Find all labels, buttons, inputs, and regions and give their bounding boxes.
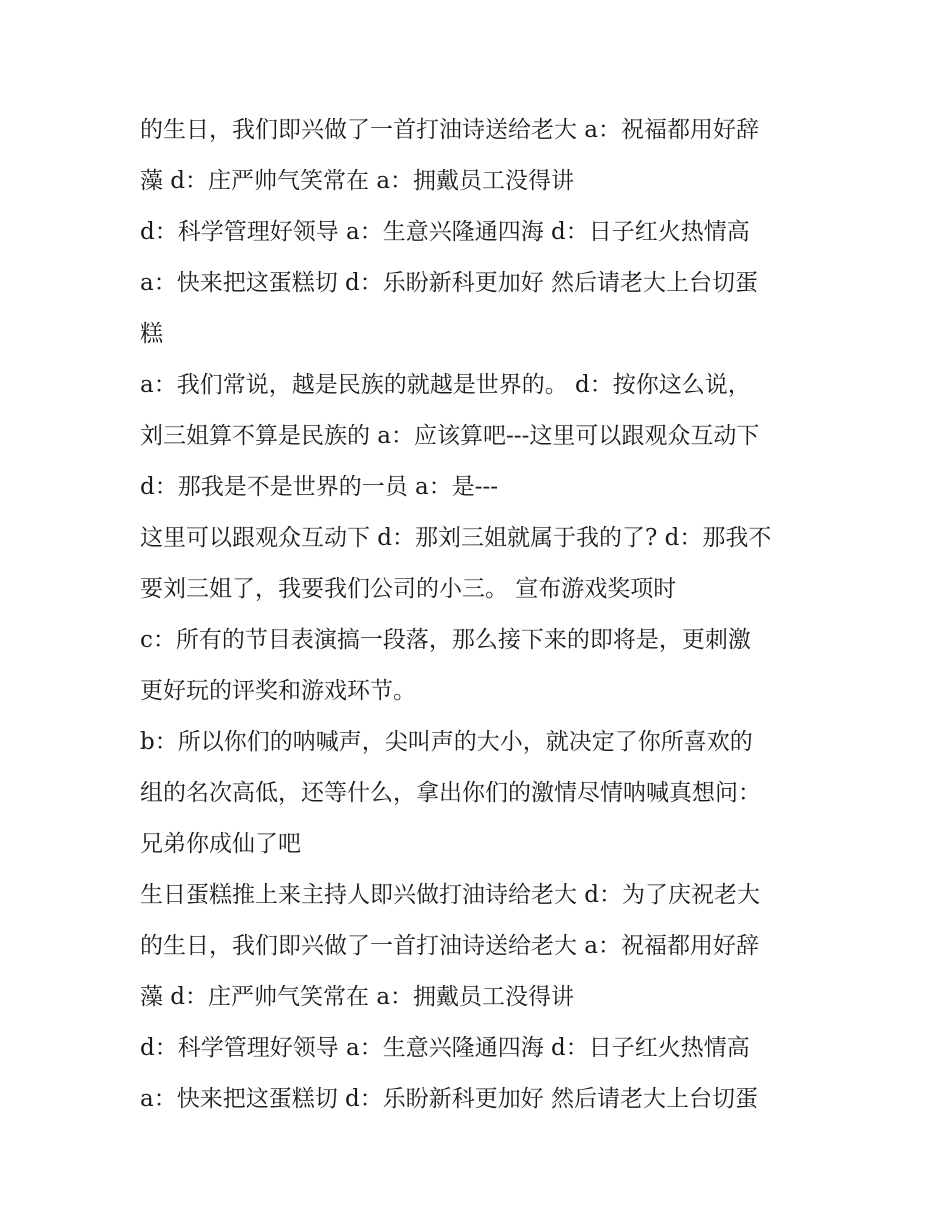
text-line-10: 要刘三姐了，我要我们公司的小三。 宣布游戏奖项时 [140,576,677,602]
text-line-7: 刘三姐算不算是民族的 a：应该算吧---这里可以跟观众互动下 [140,423,760,449]
text-line-14: 组的名次高低，还等什么，拿出你们的激情尽情呐喊真想问： [140,780,761,806]
text-line-19: d：科学管理好领导 a：生意兴隆通四海 d：日子红火热情高 [140,1035,750,1061]
text-line-16: 生日蛋糕推上来主持人即兴做打油诗给老大 d：为了庆祝老大 [140,882,761,908]
text-line-3: d：科学管理好领导 a：生意兴隆通四海 d：日子红火热情高 [140,219,750,245]
text-line-12: 更好玩的评奖和游戏环节。 [140,678,416,704]
text-line-4: a：快来把这蛋糕切 d：乐盼新科更加好 然后请老大上台切蛋 [140,270,759,296]
document-body [140,105,820,1125]
text-line-9: 这里可以跟观众互动下 d：那刘三姐就属于我的了? d：那我不 [140,525,772,551]
text-line-6: a：我们常说，越是民族的就越是世界的。 d：按你这么说， [140,372,751,398]
text-line-11: c：所有的节目表演搞一段落，那么接下来的即将是，更刺激 [140,627,751,653]
text-line-17: 的生日，我们即兴做了一首打油诗送给老大 a：祝福都用好辞 [140,933,760,959]
text-line-20: a：快来把这蛋糕切 d：乐盼新科更加好 然后请老大上台切蛋 [140,1086,759,1112]
text-line-5: 糕 [140,321,163,347]
text-line-13: b：所以你们的呐喊声，尖叫声的大小，就决定了你所喜欢的 [140,729,753,755]
text-line-18: 藻 d：庄严帅气笑常在 a：拥戴员工没得讲 [140,984,575,1010]
text-line-1: 的生日，我们即兴做了一首打油诗送给老大 a：祝福都用好辞 [140,117,760,143]
text-line-15: 兄弟你成仙了吧 [140,831,301,857]
text-line-8: d：那我是不是世界的一员 a：是--- [140,474,499,500]
text-line-2: 藻 d：庄严帅气笑常在 a：拥戴员工没得讲 [140,168,575,194]
